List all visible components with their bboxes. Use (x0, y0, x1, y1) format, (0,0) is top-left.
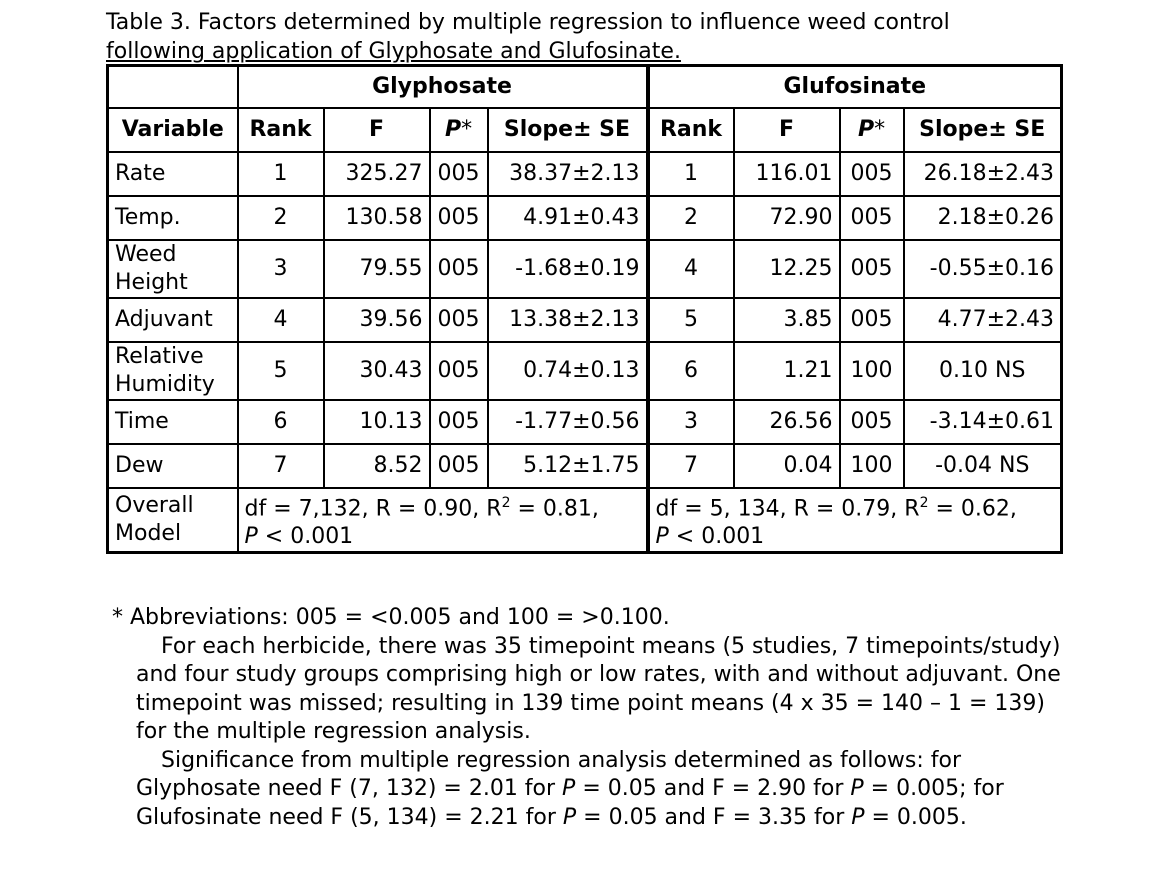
col-header-rank: Rank (238, 108, 324, 152)
rank-cell: 6 (238, 400, 324, 444)
slope-cell: 0.74±0.13 (488, 342, 648, 400)
empty-corner-cell (108, 66, 238, 108)
p-cell: 100 (840, 342, 904, 400)
slope-cell: 26.18±2.43 (904, 152, 1062, 196)
table-row (108, 298, 1062, 342)
col-header-slope: Slope± SE (488, 108, 648, 152)
col-header-p (430, 108, 488, 152)
overall-glu-line-1-end: = 0.62, (928, 495, 1017, 521)
p-cell: 100 (840, 444, 904, 488)
title-line-1: Table 3. Factors determined by multiple regression to influence weed control (106, 10, 950, 35)
table-title (106, 8, 1106, 66)
rank-cell: 2 (238, 196, 324, 240)
p-cell: 005 (840, 152, 904, 196)
f-cell: 79.55 (324, 240, 430, 298)
table-footnotes (112, 604, 1072, 832)
overall-gly-line-1-end: = 0.81, (510, 495, 599, 521)
table-row (108, 196, 1062, 240)
group-header-glufosinate: Glufosinate (648, 66, 1062, 108)
slope-cell: -3.14±0.61 (904, 400, 1062, 444)
p-cell: 005 (430, 298, 488, 342)
p-asterisk: * (874, 116, 886, 142)
overall-gly-line-2: < 0.001 (257, 523, 354, 549)
overall-glyphosate-cell (238, 488, 648, 553)
slope-cell: 5.12±1.75 (488, 444, 648, 488)
p-letter: P (655, 523, 669, 549)
p-cell: 005 (840, 196, 904, 240)
table-row (108, 400, 1062, 444)
rank-cell: 3 (648, 400, 734, 444)
significance-note (112, 747, 1072, 833)
rank-cell: 2 (648, 196, 734, 240)
variable-cell: Temp. (108, 196, 238, 240)
variable-cell: Rate (108, 152, 238, 196)
overall-label-line-1: Overall (115, 492, 194, 518)
variable-line-1: Weed (115, 241, 177, 267)
rank-cell: 4 (648, 240, 734, 298)
f-cell: 39.56 (324, 298, 430, 342)
abbreviations-note: * Abbreviations: 005 = <0.005 and 100 = >0.100. (112, 605, 670, 630)
variable-cell: Adjuvant (108, 298, 238, 342)
col-header-f: F (734, 108, 840, 152)
overall-glu-line-2: < 0.001 (668, 523, 765, 549)
rank-cell: 5 (238, 342, 324, 400)
f-cell: 1.21 (734, 342, 840, 400)
f-cell: 116.01 (734, 152, 840, 196)
p-letter: P (562, 804, 577, 830)
variable-cell (108, 240, 238, 298)
rank-cell: 3 (238, 240, 324, 298)
p-cell: 005 (430, 444, 488, 488)
slope-cell: 2.18±0.26 (904, 196, 1062, 240)
p-letter: P (562, 776, 576, 801)
col-header-f: F (324, 108, 430, 152)
f-cell: 10.13 (324, 400, 430, 444)
rank-cell: 7 (648, 444, 734, 488)
p-cell: 005 (430, 196, 488, 240)
note-text: Significance from multiple regression analysis determined as follows: for Glyphosate need F (7, 132) = 2.01 for (136, 747, 962, 801)
col-header-slope: Slope± SE (904, 108, 1062, 152)
slope-cell: -1.77±0.56 (488, 400, 648, 444)
superscript: 2 (501, 494, 511, 511)
p-letter: P (444, 116, 462, 142)
note-text: = 0.005; for Glufosinate need F (5, 134) = 2.21 for (136, 776, 1004, 830)
note-text: = 0.005. (864, 804, 967, 830)
variable-cell: Dew (108, 444, 238, 488)
f-cell: 30.43 (324, 342, 430, 400)
variable-line-2: Height (115, 269, 188, 295)
rank-cell: 6 (648, 342, 734, 400)
col-header-variable: Variable (108, 108, 238, 152)
table-row (108, 240, 1062, 298)
superscript: 2 (919, 494, 929, 511)
slope-cell: 13.38±2.13 (488, 298, 648, 342)
col-header-p (840, 108, 904, 152)
p-letter: P (857, 116, 875, 142)
f-cell: 325.27 (324, 152, 430, 196)
p-cell: 005 (430, 152, 488, 196)
rank-cell: 1 (648, 152, 734, 196)
f-cell: 8.52 (324, 444, 430, 488)
slope-cell: -0.55±0.16 (904, 240, 1062, 298)
group-header-glyphosate: Glyphosate (238, 66, 648, 108)
slope-cell: 0.10 NS (904, 342, 1062, 400)
f-cell: 0.04 (734, 444, 840, 488)
variable-line-1: Relative (115, 343, 204, 369)
regression-table (106, 64, 1063, 554)
overall-label-line-2: Model (115, 520, 182, 546)
f-cell: 3.85 (734, 298, 840, 342)
p-cell: 005 (840, 400, 904, 444)
f-cell: 26.56 (734, 400, 840, 444)
slope-cell: -1.68±0.19 (488, 240, 648, 298)
column-header-row (108, 108, 1062, 152)
variable-line-2: Humidity (115, 371, 215, 397)
f-cell: 72.90 (734, 196, 840, 240)
overall-gly-line-1: df = 7,132, R = 0.90, R (244, 495, 502, 521)
f-cell: 130.58 (324, 196, 430, 240)
slope-cell: -0.04 NS (904, 444, 1062, 488)
note-text: = 0.05 and F = 2.90 for (575, 776, 851, 801)
overall-model-row (108, 488, 1062, 553)
rank-cell: 7 (238, 444, 324, 488)
rank-cell: 5 (648, 298, 734, 342)
note-text: = 0.05 and F = 3.35 for (576, 804, 852, 830)
table-row (108, 342, 1062, 400)
rank-cell: 1 (238, 152, 324, 196)
slope-cell: 38.37±2.13 (488, 152, 648, 196)
title-line-2: following application of Glyphosate and Glufosinate. (106, 39, 681, 64)
variable-cell (108, 342, 238, 400)
p-cell: 005 (430, 342, 488, 400)
p-letter: P (851, 804, 865, 830)
group-header-row (108, 66, 1062, 108)
p-asterisk: * (461, 116, 473, 142)
f-cell: 12.25 (734, 240, 840, 298)
variable-cell: Time (108, 400, 238, 444)
p-cell: 005 (840, 298, 904, 342)
table-row (108, 152, 1062, 196)
slope-cell: 4.91±0.43 (488, 196, 648, 240)
col-header-rank: Rank (648, 108, 734, 152)
table-row (108, 444, 1062, 488)
overall-glu-line-1: df = 5, 134, R = 0.79, R (655, 495, 920, 521)
overall-glufosinate-cell (648, 488, 1062, 553)
p-cell: 005 (430, 240, 488, 298)
rank-cell: 4 (238, 298, 324, 342)
p-cell: 005 (840, 240, 904, 298)
p-letter: P (850, 776, 864, 801)
variable-cell (108, 488, 238, 553)
p-letter: P (244, 523, 258, 549)
slope-cell: 4.77±2.43 (904, 298, 1062, 342)
p-cell: 005 (430, 400, 488, 444)
methods-note: For each herbicide, there was 35 timepoint means (5 studies, 7 timepoints/study) and four study groups comprising high or low rates, with and without adjuvant. One timepoint was missed; resulting in 139 time point means (4 x 35 = 140 – 1 = 139) for the multiple regression analysis. (136, 633, 1061, 744)
